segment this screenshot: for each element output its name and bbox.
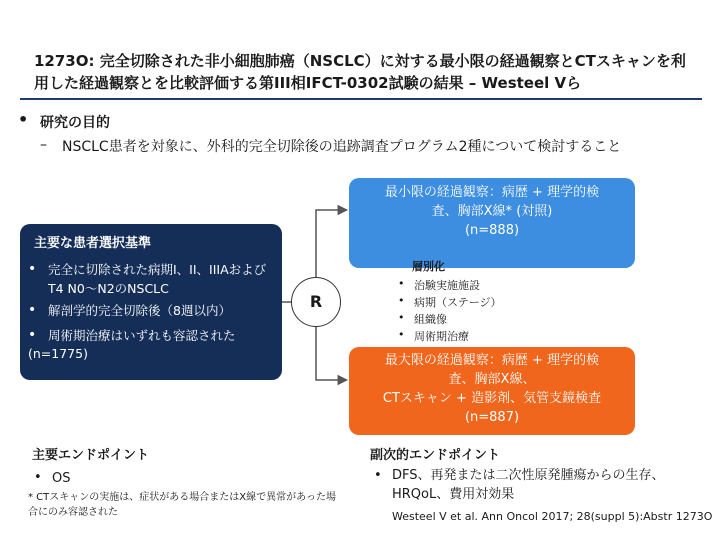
secondary-endpoint-line: DFS、再発または二次性原発腫瘍からの生存、 (392, 468, 665, 483)
stratification-bullet: • (398, 277, 405, 290)
randomization-node: R (291, 277, 341, 327)
objective-dash: – (40, 137, 47, 153)
selection-item: 解剖学的完全切除後（8週以内） (48, 303, 231, 318)
stratification-item: 治験実施施設 (414, 279, 480, 292)
selection-item: 完全に切除された病期I、II、IIIAおよびT4 N0～N2のNSCLC (48, 262, 267, 296)
arm-minimal-box (349, 178, 635, 268)
secondary-endpoint-line: HRQoL、費用対効果 (392, 487, 515, 502)
footnote: * CTスキャンの実施は、症状がある場合またはX線で異常があった場合にのみ容認された (28, 492, 337, 518)
arm-maximal-line: (n=887) (464, 410, 520, 425)
arm-minimal-line: 査、胸部X線* (対照) (431, 204, 553, 219)
selection-heading: 主要な患者選択基準 (34, 236, 152, 251)
citation: Westeel V et al. Ann Oncol 2017; 28(suppl 5):Abstr 1273O (392, 510, 713, 523)
r-to-minimal-arrow (316, 210, 347, 277)
selection-n: (n=1775) (28, 346, 88, 361)
arm-maximal-line: 最大限の経過観察：病歴 + 理学的検 (384, 353, 600, 368)
selection-criteria-box (20, 224, 282, 380)
selection-bullet: • (28, 261, 37, 277)
objective-heading: 研究の目的 (40, 115, 110, 131)
stratification-bullet: • (398, 311, 405, 324)
secondary-endpoint-heading: 副次的エンドポイント (370, 448, 501, 463)
secondary-endpoint-bullet: • (374, 468, 382, 483)
objective-text: NSCLC患者を対象に、外科的完全切除後の追跡調査プログラム2種について検討すること (62, 139, 622, 155)
stratification-bullet: • (398, 328, 405, 341)
stratification-bullet: • (398, 294, 405, 307)
selection-item: 周術期治療はいずれも容認された (48, 328, 236, 343)
stratification-item: 組織像 (414, 313, 447, 326)
objective-bullet: • (18, 110, 29, 129)
selection-bullet: • (28, 302, 37, 318)
arm-maximal-box (349, 347, 635, 435)
primary-endpoint-item: OS (52, 471, 71, 486)
arm-maximal-line: 査、胸部X線、 (448, 372, 536, 387)
stratification-item: 病期（ステージ） (414, 296, 502, 309)
stratification-item: 周術期治療 (414, 330, 469, 343)
primary-endpoint-heading: 主要エンドポイント (32, 448, 150, 463)
arm-maximal-line: CTスキャン + 造影剤、気管支鏡検査 (382, 391, 602, 406)
arm-minimal-line: (n=888) (464, 223, 520, 238)
primary-endpoint-bullet: • (34, 470, 42, 485)
stratification-heading: 層別化 (412, 260, 445, 273)
r-to-maximal-arrow (316, 327, 347, 380)
arm-minimal-line: 最小限の経過観察：病歴 + 理学的検 (384, 185, 600, 200)
slide-title: 1273O: 完全切除された非小細胞肺癌（NSCLC）に対する最小限の経過観察とCTスキャンを利用した経過観察とを比較評価する第III相IFCT-0302試験の結果 – Westeel Vら (34, 52, 686, 92)
selection-bullet: • (28, 327, 37, 343)
